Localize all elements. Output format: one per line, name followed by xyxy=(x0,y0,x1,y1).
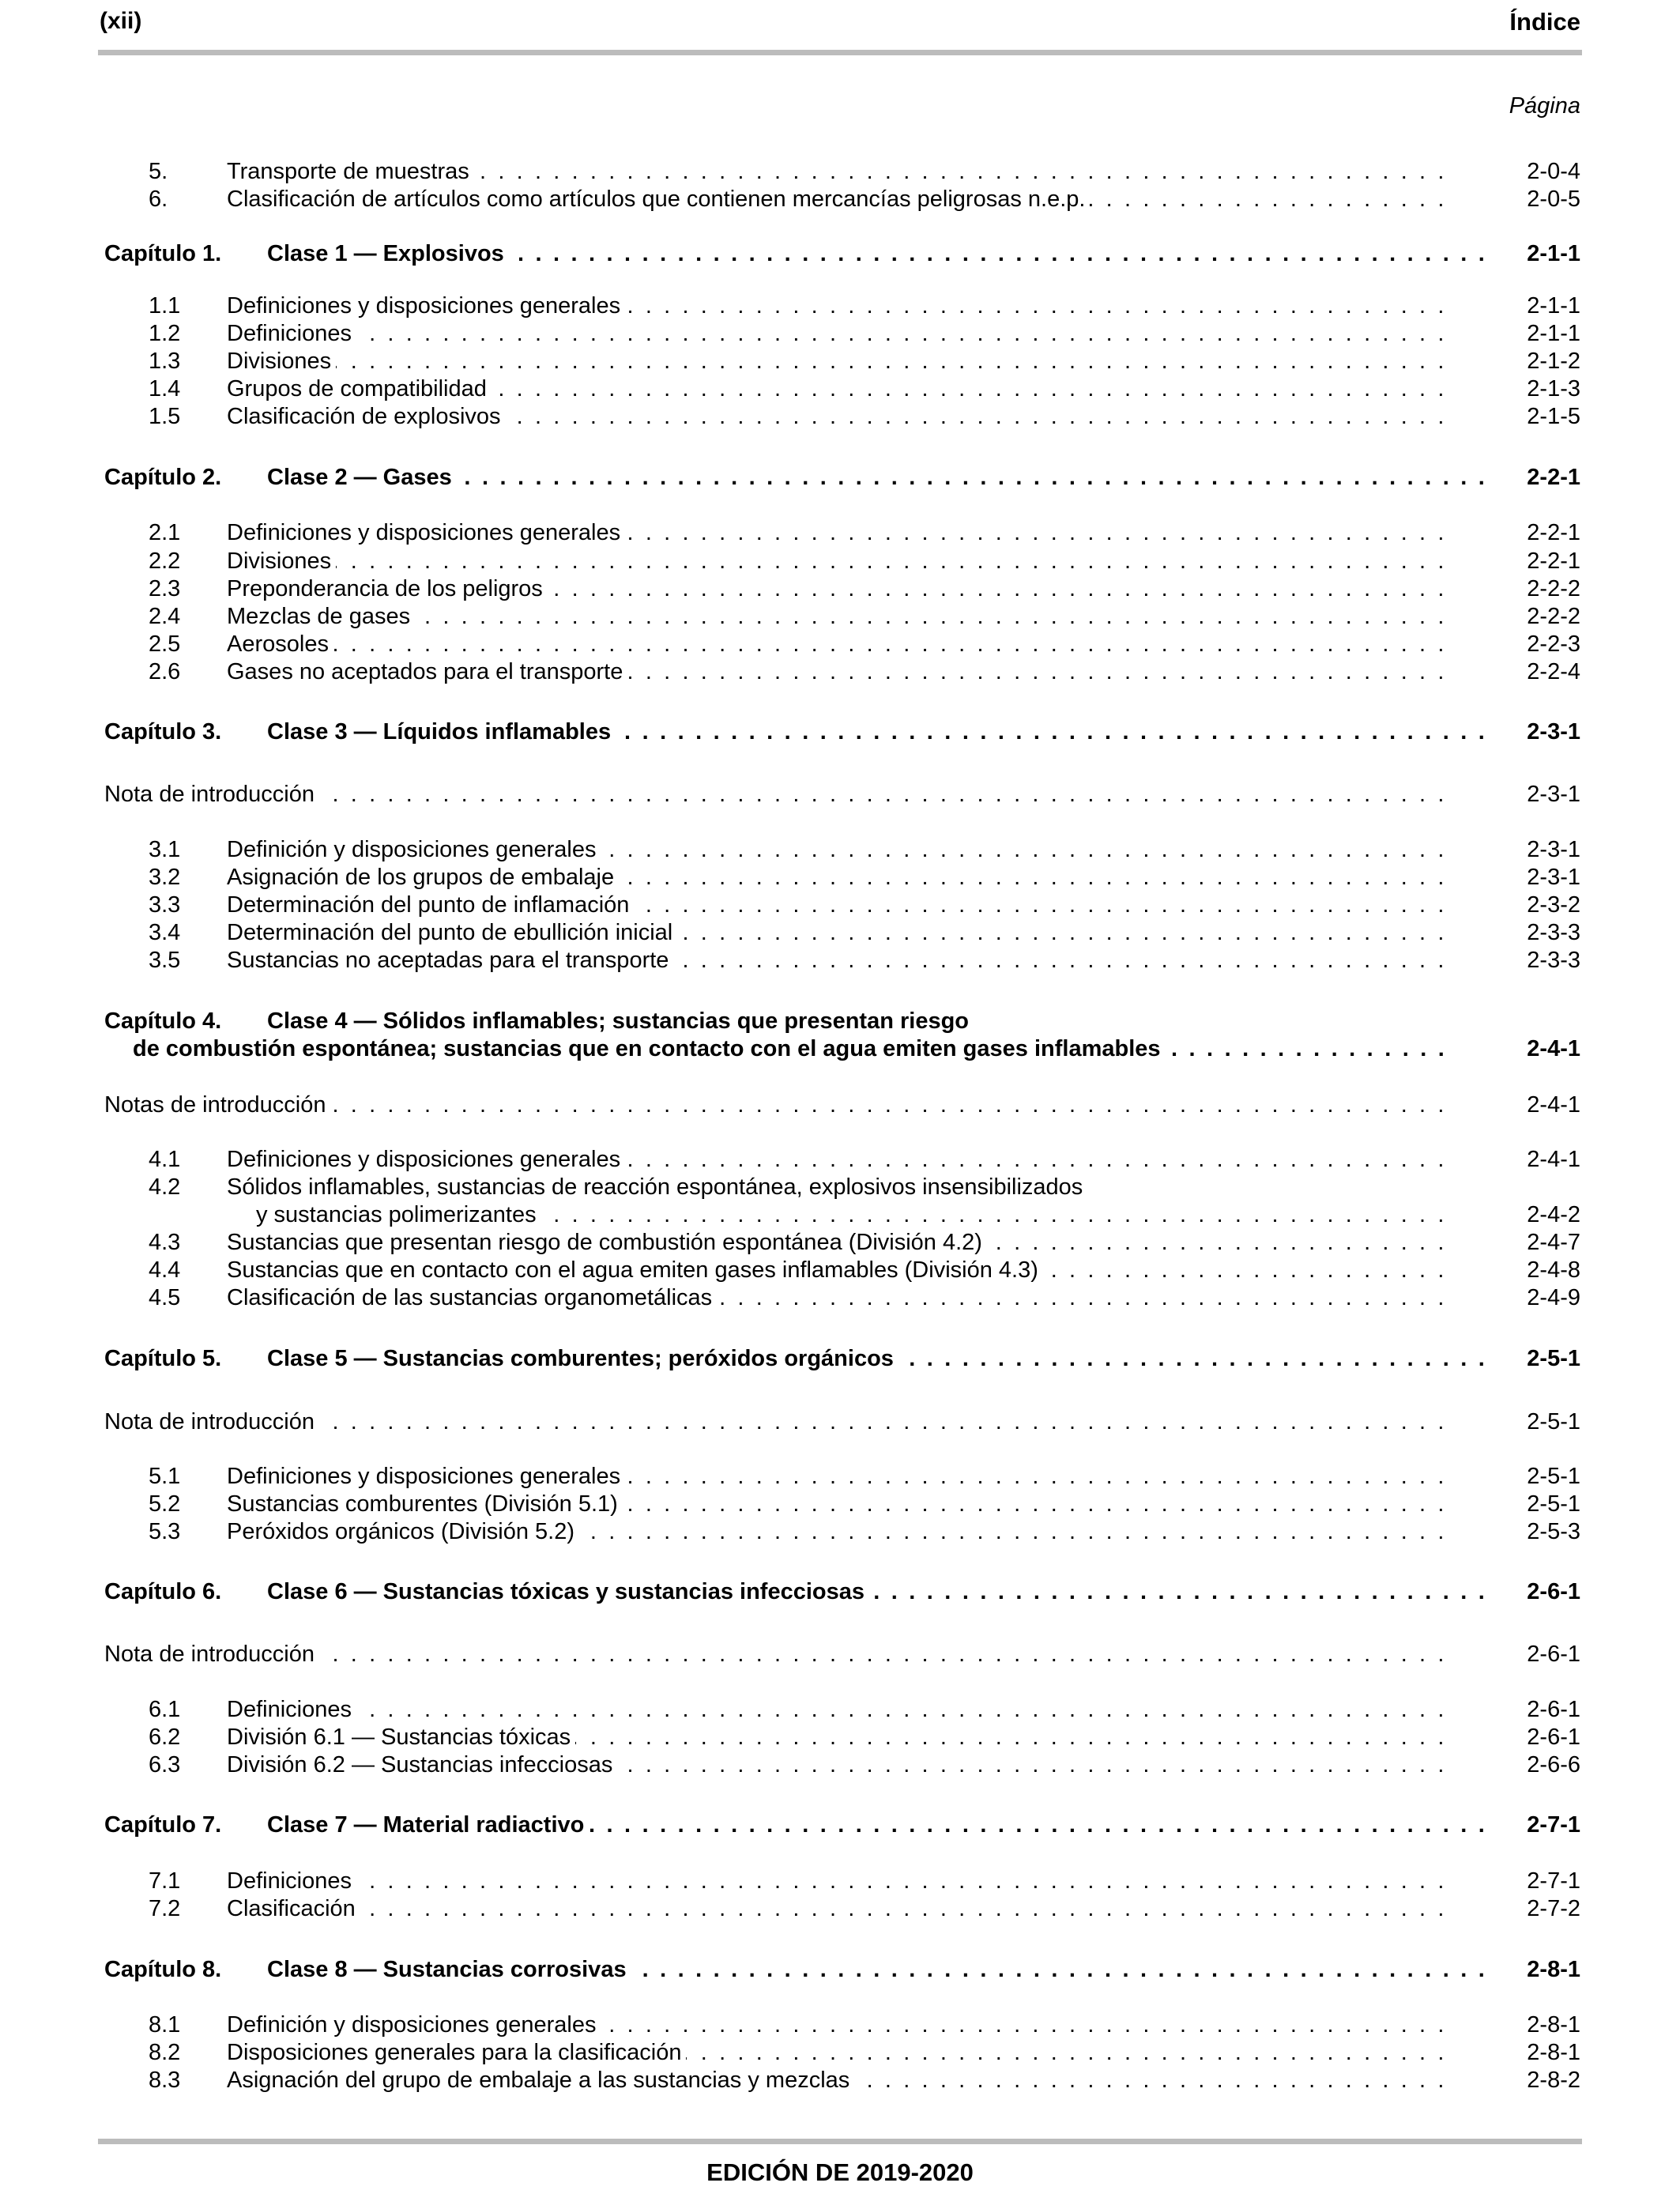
toc-entry xyxy=(0,658,1680,686)
entry-number: 6.2 xyxy=(149,1725,181,1750)
toc-chapter xyxy=(0,1811,1680,1839)
entry-page: 2-2-1 xyxy=(1527,520,1580,545)
chapter-number: Capítulo 2. xyxy=(104,465,222,490)
entry-title: Nota de introducción xyxy=(104,1642,319,1667)
entry-title: Sustancias comburentes (División 5.1) xyxy=(227,1491,623,1517)
entry-number: 8.3 xyxy=(149,2068,181,2093)
entry-title: Clasificación de explosivos xyxy=(227,404,506,429)
toc-entry xyxy=(0,1145,1680,1174)
entry-page: 2-4-9 xyxy=(1527,1285,1580,1310)
entry-number: 2.6 xyxy=(149,659,181,684)
toc-chapter xyxy=(0,1955,1680,1984)
entry-page: 2-0-5 xyxy=(1527,187,1580,212)
entry-title: Definiciones y disposiciones generales xyxy=(227,520,625,545)
chapter-number: Capítulo 6. xyxy=(104,1579,222,1604)
chapter-number: Capítulo 7. xyxy=(104,1812,222,1838)
entry-page: 2-5-1 xyxy=(1527,1409,1580,1434)
entry-number: 2.1 xyxy=(149,520,181,545)
toc-entry xyxy=(0,402,1680,431)
entry-title: División 6.1 — Sustancias tóxicas xyxy=(227,1725,575,1750)
toc-entry xyxy=(0,157,1680,186)
toc-intro-note xyxy=(0,1640,1680,1668)
entry-number: 2.2 xyxy=(149,548,181,574)
toc-entry xyxy=(0,1462,1680,1491)
section-title: Índice xyxy=(1509,8,1580,36)
entry-page: 2-3-1 xyxy=(1527,837,1580,862)
entry-page: 2-7-2 xyxy=(1527,1896,1580,1921)
entry-title: Nota de introducción xyxy=(104,782,319,807)
entry-page: 2-6-1 xyxy=(1527,1642,1580,1667)
chapter-page: 2-2-1 xyxy=(1527,465,1580,490)
chapter-page: 2-3-1 xyxy=(1527,719,1580,745)
chapter-page: 2-4-1 xyxy=(1527,1036,1580,1061)
toc-chapter xyxy=(0,1007,1680,1035)
entry-page: 2-5-1 xyxy=(1527,1464,1580,1489)
toc-entry xyxy=(0,1894,1680,1923)
entry-number: 6.3 xyxy=(149,1752,181,1777)
entry-number: 6. xyxy=(149,187,168,212)
toc-entry xyxy=(0,1695,1680,1724)
entry-title: Determinación del punto de ebullición inicial xyxy=(227,920,677,945)
entry-title: Divisiones xyxy=(227,349,336,374)
toc-entry xyxy=(0,630,1680,658)
entry-number: 1.3 xyxy=(149,349,181,374)
entry-page: 2-3-2 xyxy=(1527,892,1580,918)
toc-entry xyxy=(0,2011,1680,2039)
entry-title: Definiciones xyxy=(227,1697,356,1722)
toc-entry xyxy=(0,891,1680,919)
chapter-title: Clase 5 — Sustancias comburentes; peróxidos orgánicos xyxy=(267,1346,898,1371)
toc-entry xyxy=(0,518,1680,547)
entry-page: 2-8-1 xyxy=(1527,2012,1580,2038)
chapter-title: Clase 3 — Líquidos inflamables xyxy=(267,719,616,745)
toc-entry xyxy=(0,1517,1680,1546)
entry-title: Notas de introducción xyxy=(104,1092,331,1118)
toc-entry xyxy=(0,602,1680,631)
toc-entry xyxy=(0,1256,1680,1284)
toc-intro-note xyxy=(0,1091,1680,1119)
toc-entry xyxy=(0,2038,1680,2067)
entry-page: 2-3-3 xyxy=(1527,948,1580,973)
entry-page: 2-7-1 xyxy=(1527,1868,1580,1894)
entry-number: 1.1 xyxy=(149,293,181,319)
entry-page: 2-5-1 xyxy=(1527,1491,1580,1517)
entry-number: 7.1 xyxy=(149,1868,181,1894)
entry-page: 2-4-1 xyxy=(1527,1147,1580,1172)
entry-number: 3.5 xyxy=(149,948,181,973)
entry-page: 2-1-5 xyxy=(1527,404,1580,429)
entry-page: 2-1-1 xyxy=(1527,293,1580,319)
entry-page: 2-0-4 xyxy=(1527,159,1580,184)
entry-number: 7.2 xyxy=(149,1896,181,1921)
entry-number: 3.3 xyxy=(149,892,181,918)
chapter-number: Capítulo 5. xyxy=(104,1346,222,1371)
entry-title: Sustancias no aceptadas para el transporte xyxy=(227,948,673,973)
entry-number: 8.1 xyxy=(149,2012,181,2038)
entry-title: Clasificación de las sustancias organometálicas xyxy=(227,1285,717,1310)
toc-chapter-continued xyxy=(0,1035,1680,1063)
entry-page: 2-3-3 xyxy=(1527,920,1580,945)
chapter-number: Capítulo 4. xyxy=(104,1008,222,1034)
toc-chapter xyxy=(0,718,1680,746)
toc-chapter xyxy=(0,1578,1680,1606)
entry-title: Gases no aceptados para el transporte xyxy=(227,659,627,684)
toc-entry xyxy=(0,1284,1680,1312)
entry-number: 4.1 xyxy=(149,1147,181,1172)
entry-number: 5.1 xyxy=(149,1464,181,1489)
toc-entry xyxy=(0,575,1680,603)
entry-number: 4.2 xyxy=(149,1174,181,1200)
chapter-title: Clase 7 — Material radiactivo xyxy=(267,1812,589,1838)
toc-chapter xyxy=(0,463,1680,492)
entry-page: 2-4-7 xyxy=(1527,1230,1580,1255)
entry-page: 2-8-1 xyxy=(1527,2040,1580,2065)
toc-entry xyxy=(0,1867,1680,1895)
chapter-title: Clase 4 — Sólidos inflamables; sustancias que presentan riesgo xyxy=(267,1008,974,1034)
toc-chapter xyxy=(0,239,1680,268)
page-number: (xii) xyxy=(100,8,142,34)
entry-page: 2-4-8 xyxy=(1527,1257,1580,1283)
entry-number: 5.2 xyxy=(149,1491,181,1517)
chapter-title-continued: de combustión espontánea; sustancias que en contacto con el agua emiten gases inflamables xyxy=(133,1036,1166,1061)
entry-page: 2-4-2 xyxy=(1527,1202,1580,1227)
entry-number: 2.5 xyxy=(149,631,181,657)
toc-entry xyxy=(0,547,1680,575)
entry-number: 1.5 xyxy=(149,404,181,429)
toc-entry xyxy=(0,1490,1680,1518)
entry-page: 2-1-2 xyxy=(1527,349,1580,374)
entry-title: Sustancias que presentan riesgo de combustión espontánea (División 4.2) xyxy=(227,1230,987,1255)
toc-entry-continued xyxy=(0,1201,1680,1229)
entry-title: Definiciones y disposiciones generales xyxy=(227,1464,625,1489)
chapter-page: 2-8-1 xyxy=(1527,1957,1580,1982)
entry-title: Sólidos inflamables, sustancias de reacción espontánea, explosivos insensibilizados xyxy=(227,1174,1087,1200)
entry-number: 3.1 xyxy=(149,837,181,862)
toc-entry xyxy=(0,347,1680,375)
chapter-page: 2-5-1 xyxy=(1527,1346,1580,1371)
entry-page: 2-5-3 xyxy=(1527,1519,1580,1544)
entry-title: Definición y disposiciones generales xyxy=(227,2012,601,2038)
chapter-title: Clase 8 — Sustancias corrosivas xyxy=(267,1957,631,1982)
entry-title: Sustancias que en contacto con el agua emiten gases inflamables (División 4.3) xyxy=(227,1257,1043,1283)
toc-entry xyxy=(0,319,1680,348)
entry-number: 4.5 xyxy=(149,1285,181,1310)
chapter-number: Capítulo 3. xyxy=(104,719,222,745)
entry-number: 5.3 xyxy=(149,1519,181,1544)
entry-page: 2-6-1 xyxy=(1527,1697,1580,1722)
toc-entry xyxy=(0,1173,1680,1201)
entry-title: Preponderancia de los peligros xyxy=(227,576,548,601)
toc-entry xyxy=(0,292,1680,320)
entry-title: Definición y disposiciones generales xyxy=(227,837,601,862)
entry-number: 2.4 xyxy=(149,604,181,629)
toc-entry xyxy=(0,2066,1680,2094)
entry-title: Transporte de muestras xyxy=(227,159,474,184)
entry-title: Mezclas de gases xyxy=(227,604,415,629)
entry-title: Asignación del grupo de embalaje a las sustancias y mezclas xyxy=(227,2068,854,2093)
entry-page: 2-8-2 xyxy=(1527,2068,1580,2093)
toc-intro-note xyxy=(0,780,1680,809)
entry-page: 2-2-4 xyxy=(1527,659,1580,684)
entry-page: 2-1-1 xyxy=(1527,321,1580,346)
entry-page: 2-3-1 xyxy=(1527,865,1580,890)
entry-number: 8.2 xyxy=(149,2040,181,2065)
entry-title: Clasificación de artículos como artículos que contienen mercancías peligrosas n.e.p. xyxy=(227,187,1090,212)
chapter-title: Clase 2 — Gases xyxy=(267,465,457,490)
chapter-number: Capítulo 1. xyxy=(104,241,222,266)
entry-page: 2-2-2 xyxy=(1527,576,1580,601)
toc-entry xyxy=(0,835,1680,864)
entry-title: División 6.2 — Sustancias infecciosas xyxy=(227,1752,617,1777)
entry-title: Aerosoles xyxy=(227,631,333,657)
entry-page: 2-6-1 xyxy=(1527,1725,1580,1750)
entry-title: Grupos de compatibilidad xyxy=(227,376,492,401)
entry-title: Definiciones xyxy=(227,321,356,346)
toc-entry xyxy=(0,185,1680,213)
entry-page: 2-2-2 xyxy=(1527,604,1580,629)
entry-number: 4.4 xyxy=(149,1257,181,1283)
toc-intro-note xyxy=(0,1408,1680,1436)
chapter-page: 2-7-1 xyxy=(1527,1812,1580,1838)
entry-page: 2-2-3 xyxy=(1527,631,1580,657)
entry-title: Divisiones xyxy=(227,548,336,574)
entry-title: Determinación del punto de inflamación xyxy=(227,892,634,918)
entry-page: 2-3-1 xyxy=(1527,782,1580,807)
entry-number: 3.4 xyxy=(149,920,181,945)
edition-footer: EDICIÓN DE 2019-2020 xyxy=(706,2158,974,2186)
entry-number: 6.1 xyxy=(149,1697,181,1722)
entry-title: Definiciones y disposiciones generales xyxy=(227,1147,625,1172)
chapter-page: 2-1-1 xyxy=(1527,241,1580,266)
entry-title: Nota de introducción xyxy=(104,1409,319,1434)
chapter-title: Clase 6 — Sustancias tóxicas y sustancias infecciosas xyxy=(267,1579,869,1604)
toc-chapter xyxy=(0,1344,1680,1373)
entry-page: 2-6-6 xyxy=(1527,1752,1580,1777)
entry-title: Definiciones y disposiciones generales xyxy=(227,293,625,319)
entry-number: 1.2 xyxy=(149,321,181,346)
entry-number: 2.3 xyxy=(149,576,181,601)
page-column-label: Página xyxy=(1509,93,1580,119)
toc-entry xyxy=(0,1723,1680,1751)
entry-number: 5. xyxy=(149,159,168,184)
toc-entry xyxy=(0,946,1680,974)
chapter-number: Capítulo 8. xyxy=(104,1957,222,1982)
toc-entry xyxy=(0,1751,1680,1779)
toc-entry xyxy=(0,375,1680,403)
top-rule xyxy=(98,50,1582,55)
entry-page: 2-4-1 xyxy=(1527,1092,1580,1118)
entry-page: 2-1-3 xyxy=(1527,376,1580,401)
entry-title: Disposiciones generales para la clasificación xyxy=(227,2040,686,2065)
entry-page: 2-2-1 xyxy=(1527,548,1580,574)
chapter-page: 2-6-1 xyxy=(1527,1579,1580,1604)
entry-title: Clasificación xyxy=(227,1896,360,1921)
entry-number: 1.4 xyxy=(149,376,181,401)
entry-title-continued: y sustancias polimerizantes xyxy=(256,1202,541,1227)
bottom-rule xyxy=(98,2139,1582,2144)
entry-title: Asignación de los grupos de embalaje xyxy=(227,865,619,890)
entry-title: Definiciones xyxy=(227,1868,356,1894)
toc-entry xyxy=(0,918,1680,947)
entry-title: Peróxidos orgánicos (División 5.2) xyxy=(227,1519,579,1544)
entry-number: 3.2 xyxy=(149,865,181,890)
entry-number: 4.3 xyxy=(149,1230,181,1255)
toc-entry xyxy=(0,863,1680,892)
toc-entry xyxy=(0,1228,1680,1257)
chapter-title: Clase 1 — Explosivos xyxy=(267,241,509,266)
